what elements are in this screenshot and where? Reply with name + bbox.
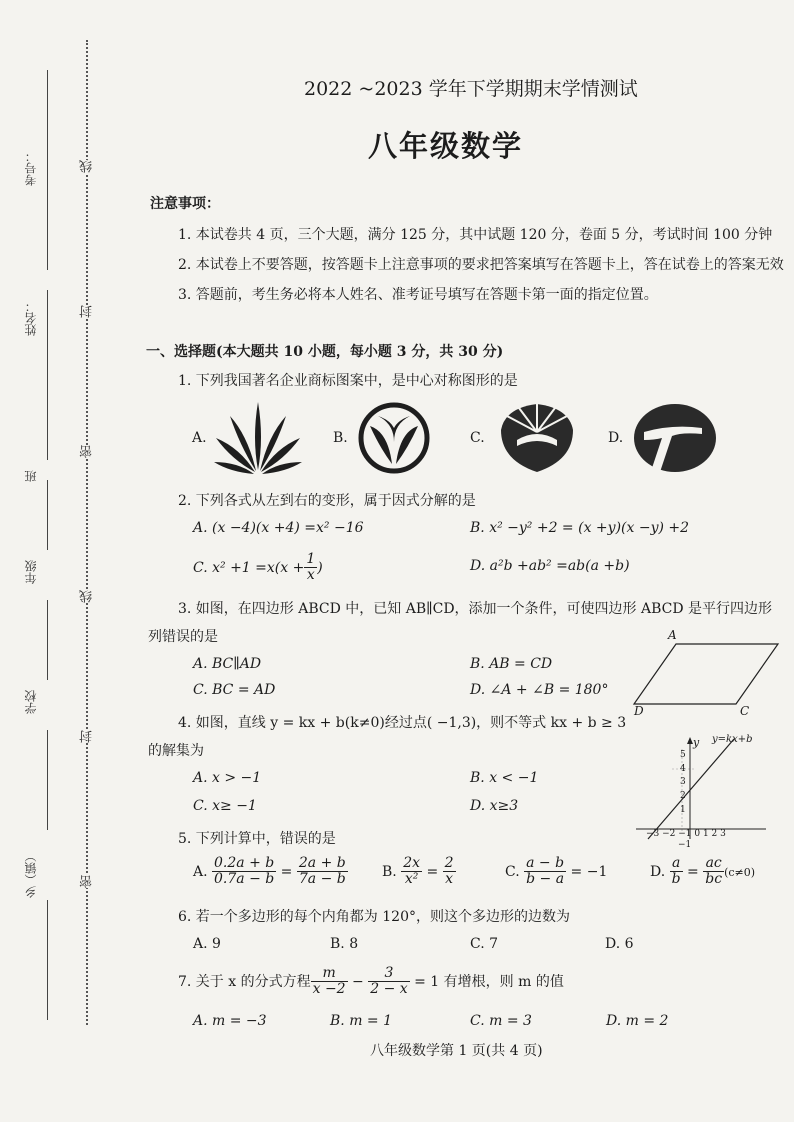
q5-a-num-1: 0.2a + b xyxy=(214,855,275,871)
name-line xyxy=(47,290,48,460)
page-footer: 八年级数学第 1 页(共 4 页) xyxy=(370,1043,543,1059)
seal-char: 封 xyxy=(80,305,95,318)
q5-d-fraction-left xyxy=(670,856,683,888)
seal-char: 线 xyxy=(80,590,95,603)
q7-num-1: m xyxy=(311,966,348,982)
q1-option-b-label: B. xyxy=(333,430,348,446)
q5-d-fraction-right xyxy=(703,856,724,888)
dongfeng-logo-icon xyxy=(358,402,430,474)
exam-number-label: 考号： xyxy=(24,150,38,186)
q3-vertex-a: A xyxy=(668,628,677,642)
q7-den-2: 2 − x xyxy=(370,981,408,998)
q5-option-c xyxy=(505,856,607,888)
q5-c-label: C. xyxy=(505,863,520,880)
question-6-stem: 6. 若一个多边形的每个内角都为 120°，则这个多边形的边数为 xyxy=(178,909,570,925)
q4-y-tick: 5 xyxy=(680,750,686,760)
q5-option-b: B. $\frac{2x}{\text{x²}}$ = $\frac{2}{x}$ xyxy=(382,855,454,888)
question-3-stem-line-1: 3. 如图，在四边形 ABCD 中，已知 AB∥CD，添加一个条件，可使四边形 ABCD 是平行四边形 xyxy=(178,601,773,617)
class-line xyxy=(47,480,48,550)
q5-b-num-2: 2 xyxy=(444,855,454,871)
q5-d-condition: (c≠0) xyxy=(724,865,756,879)
q1-option-a-label: A. xyxy=(192,430,207,446)
q7-option-a: A. m = −3 xyxy=(193,1013,267,1029)
q4-y-axis-label: y xyxy=(693,736,700,749)
q4-y-tick: 1 xyxy=(680,805,686,815)
q2-option-b: B. x² −y² +2 = (x +y)(x −y) +2 xyxy=(470,520,690,536)
q5-a-fraction-right xyxy=(297,856,348,888)
huawei-logo-icon xyxy=(212,398,304,476)
q5-a-den-2: 7a − b xyxy=(298,871,346,888)
q3-parallelogram-figure xyxy=(630,630,780,718)
q7-fraction-1 xyxy=(311,966,348,998)
q5-d-den-2: bc xyxy=(705,871,723,888)
q5-a-den-1: 0.7a − b xyxy=(214,871,275,888)
q3-option-d: D. ∠A + ∠B = 180° xyxy=(470,682,609,698)
notice-item-2: 2. 本试卷上不要答题，按答题卡上注意事项的要求把答案填写在答题卡上，答在试卷上的答案无效 xyxy=(178,257,784,273)
question-7-stem xyxy=(178,966,564,998)
q5-b-den-1: x² xyxy=(404,871,419,888)
q7-num-2: 3 xyxy=(368,966,409,982)
q5-option-d: D. $\frac{a}{b}$ = $\frac{ac}{bc}$ (c≠0) xyxy=(650,855,756,888)
q5-b-fraction-left xyxy=(401,856,422,888)
section-heading: 一、选择题(本大题共 10 小题，每小题 3 分，共 30 分) xyxy=(146,344,504,360)
q5-c-result: = −1 xyxy=(570,863,608,880)
q4-option-a: A. x > −1 xyxy=(193,770,262,786)
exam-title: 2022 ~2023 学年下学期期末学情测试 xyxy=(304,78,638,100)
q4-y-tick: 3 xyxy=(680,777,686,787)
question-4-stem-line-1: 4. 如图，直线 y = kx + b(k≠0)经过点( −1,3)，则不等式 kx + b ≥ 3 xyxy=(178,715,627,731)
q7-stem-pre: 7. 关于 x 的分式方程 xyxy=(178,973,311,990)
q3-vertex-c: C xyxy=(740,704,750,718)
q7-stem-post: = 1 有增根，则 m 的值 xyxy=(409,973,564,990)
q2-c-den: x xyxy=(306,567,315,584)
subject-title: 八年级数学 xyxy=(368,129,524,163)
q4-x-ticks: −3 −2 −1 0 1 2 3 xyxy=(646,829,726,839)
name-label: 姓名： xyxy=(24,300,38,336)
q2-c-fraction xyxy=(304,552,317,584)
notice-item-3: 3. 答题前，考生务必将本人姓名、准考证号填写在答题卡第一面的指定位置。 xyxy=(178,287,658,303)
q7-den-1: x −2 xyxy=(312,981,346,998)
notice-item-1: 1. 本试卷共 4 页，三个大题，满分 125 分，其中试题 120 分，卷面 5 分，考试时间 100 分钟 xyxy=(178,227,773,243)
school-line xyxy=(47,730,48,830)
q2-option-c xyxy=(193,552,323,584)
q4-y-tick: 4 xyxy=(680,764,686,774)
question-5-stem: 5. 下列计算中，错误的是 xyxy=(178,831,336,847)
q5-d-num-1: a xyxy=(670,856,683,872)
notice-heading: 注意事项： xyxy=(150,196,220,212)
q5-a-num-2: 2a + b xyxy=(298,855,346,871)
q1-option-c-label: C. xyxy=(470,430,485,446)
q5-a-fraction-left xyxy=(212,856,276,888)
town-line xyxy=(47,900,48,1020)
q5-b-num-1: 2x xyxy=(403,855,421,871)
seal-char: 密 xyxy=(80,875,95,888)
q6-option-b: B. 8 xyxy=(330,936,359,952)
q4-y-tick: 2 xyxy=(680,791,686,801)
q6-option-a: A. 9 xyxy=(193,936,221,952)
q3-vertex-d: D xyxy=(634,704,644,718)
q3-option-a: A. BC∥AD xyxy=(193,656,262,672)
question-3-stem-line-2: 列错误的是 xyxy=(148,629,218,645)
q5-c-fraction xyxy=(524,856,566,888)
q5-d-den-1: b xyxy=(671,871,681,888)
q7-option-c: C. m = 3 xyxy=(470,1013,532,1029)
q4-y-neg-tick: −1 xyxy=(678,840,692,850)
exam-number-line xyxy=(47,70,48,270)
q4-option-d: D. x≥3 xyxy=(470,798,519,814)
q5-b-fraction-right xyxy=(443,856,456,888)
q6-option-d: D. 6 xyxy=(605,936,634,952)
school-label: 学校 xyxy=(24,690,38,714)
q5-c-den: b − a xyxy=(526,871,565,888)
town-label: 乡（镇） xyxy=(24,850,38,898)
q2-option-d: D. a²b +ab² =ab(a +b) xyxy=(470,558,630,574)
q5-b-label: B. xyxy=(382,863,397,880)
q5-option-a: A. $\frac{0.2a + b}{0.7a - b}$ = $\frac{2a + b}{7a - b}$ xyxy=(193,855,346,888)
q4-line-equation: y=kx+b xyxy=(712,734,753,745)
seal-char: 线 xyxy=(80,160,95,173)
china-telecom-logo-icon xyxy=(632,402,718,474)
q3-option-c: C. BC = AD xyxy=(193,682,276,698)
class-label: 班 xyxy=(24,470,38,482)
q2-c-num: 1 xyxy=(306,551,316,567)
q7-minus: − xyxy=(347,973,369,990)
q4-option-c: C. x≥ −1 xyxy=(193,798,257,814)
grade-label: 年级 xyxy=(24,560,38,584)
q7-option-b: B. m = 1 xyxy=(330,1013,393,1029)
q1-option-d-label: D. xyxy=(608,430,624,446)
q5-a-label: A. xyxy=(193,863,208,880)
sinopec-logo-icon xyxy=(497,400,577,474)
q7-fraction-2 xyxy=(368,966,409,998)
q4-option-b: B. x < −1 xyxy=(470,770,539,786)
question-4-stem-line-2: 的解集为 xyxy=(148,743,204,759)
seal-char: 密 xyxy=(80,445,95,458)
q2-c-pre: C. x² +1 =x(x + xyxy=(193,559,305,576)
q5-b-den-2: x xyxy=(445,871,454,888)
q5-d-num-2: ac xyxy=(703,856,724,872)
q2-option-a: A. (x −4)(x +4) =x² −16 xyxy=(193,520,364,536)
q5-c-num: a − b xyxy=(526,855,565,871)
q3-option-b: B. AB = CD xyxy=(470,656,553,672)
q6-option-c: C. 7 xyxy=(470,936,499,952)
q2-c-post: ) xyxy=(317,559,323,576)
seal-char: 封 xyxy=(80,730,95,743)
q5-d-label: D. xyxy=(650,863,666,880)
question-2-stem: 2. 下列各式从左到右的变形，属于因式分解的是 xyxy=(178,493,476,509)
grade-line xyxy=(47,600,48,680)
question-1-stem: 1. 下列我国著名企业商标图案中，是中心对称图形的是 xyxy=(178,373,518,389)
q7-option-d: D. m = 2 xyxy=(606,1013,669,1029)
